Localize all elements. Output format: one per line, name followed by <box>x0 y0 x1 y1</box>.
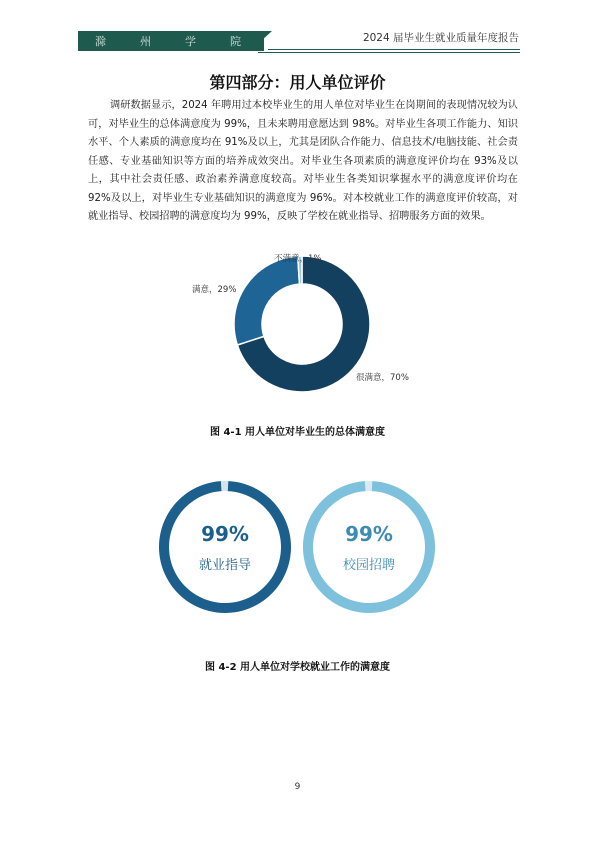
body-paragraph <box>88 97 518 227</box>
donut-chart-svg <box>190 248 430 398</box>
ring-value: 99% <box>201 522 249 546</box>
overall-satisfaction-chart <box>190 248 430 398</box>
ring-chart-svg <box>158 480 292 614</box>
ring-chart-svg <box>302 480 436 614</box>
donut-slice-label: 不满意，1% <box>274 254 322 264</box>
header-school-name <box>78 33 258 49</box>
donut-slice-label: 很满意，70% <box>356 373 409 383</box>
donut-slice <box>234 256 299 345</box>
section-title: 第四部分：用人单位评价 <box>209 73 386 92</box>
header-school-char: 州 <box>140 35 151 48</box>
header-rule-lower <box>258 52 520 53</box>
ring-employment-guidance <box>158 480 292 614</box>
paragraph-text: 调研数据显示，2024 年聘用过本校毕业生的用人单位对毕业生在岗期间的表现情况较为认可，对毕业生的总体满意度为 99%，且未来聘用意愿达到 98%。对毕业生各项工作能力、知识水平、个人素质的满意度均在 91%及以上，尤其是团队合作能力、信息技术/电脑技能、社会责任感、专业基础知识等方面的培养成效突出。对毕业生各项素质的满意度评价均在 93%及以上，其中社会责任感、政治素养满意度较高。对毕业生各类知识掌握水平的满意度评价均在 92%及以上，对毕业生专业基础知识的满意度为 96%。对本校就业工作的满意度评价较高，对就业指导、校园招聘的满意度均为 99%，反映了学校在就业指导、招聘服务方面的效果。 <box>88 100 518 222</box>
header-school-char: 学 <box>185 35 196 48</box>
header-school-char: 滁 <box>95 35 106 48</box>
ring-label: 校园招聘 <box>342 558 395 573</box>
page-header <box>0 0 595 60</box>
header-report-title: 2024 届毕业生就业质量年度报告 <box>362 32 519 44</box>
header-rule <box>268 49 520 50</box>
figure-caption-4-1: 图 4-1 用人单位对毕业生的总体满意度 <box>209 427 386 438</box>
ring-fill <box>159 481 291 613</box>
figure-caption-4-2: 图 4-2 用人单位对学校就业工作的满意度 <box>204 662 391 673</box>
page-number: 9 <box>294 782 301 792</box>
ring-label: 就业指导 <box>198 558 251 573</box>
ring-fill <box>303 481 435 613</box>
header-school-char: 院 <box>230 35 241 48</box>
donut-slice-label: 满意，29% <box>192 285 237 295</box>
ring-campus-recruitment <box>302 480 436 614</box>
ring-value: 99% <box>345 522 393 546</box>
